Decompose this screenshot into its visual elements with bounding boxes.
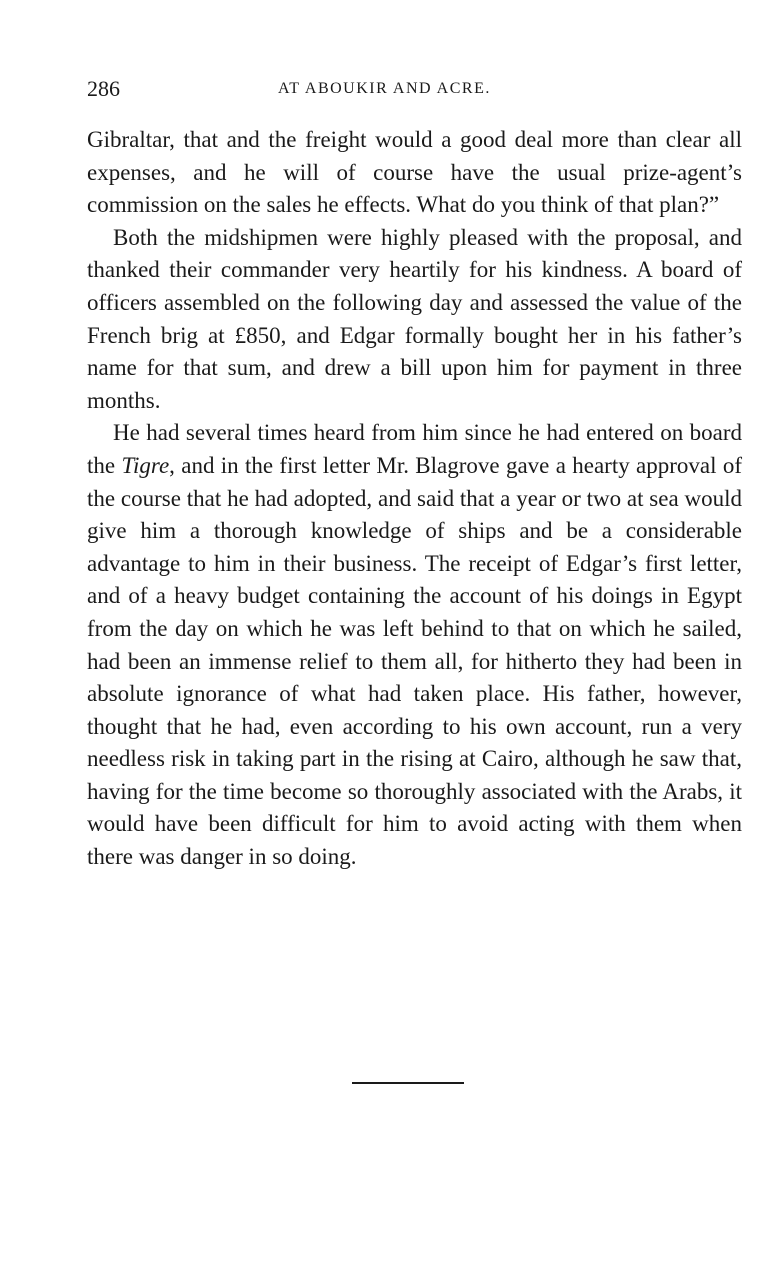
ship-name: Tigre [121,452,170,478]
paragraph-text: Gibraltar, that and the freight would a good deal more than clear all expenses, and he will of course have the usual prize-agent’s commission on the sales he effects. What do you think of that plan?” [87,127,742,218]
page-number: 286 [87,76,120,101]
paragraph-letters [87,417,742,873]
paragraph-text: , and in the first letter Mr. Blagrove gave a hearty approval of the course that he had adopted, and said that a year or two at sea would give him a thorough knowledge of ships and be a considerable advantage to him in their business. The receipt of Edgar’s first letter, and of a heavy budget containing the account of his doings in Egypt from the day on which he was left behind to that on which he sailed, had been an immense relief to them all, for hitherto they had been in absolute ignorance of what had taken place. His father, however, thought that he had, even according to his own account, run a very needless risk in taking part in the rising at Cairo, although he saw that, having for the time become so thoroughly associated with the Arabs, it would have been difficult for him to avoid acting with them when there was danger in so doing. [87,452,742,870]
section-end-rule [352,1082,464,1084]
paragraph-continuation [87,124,742,222]
running-title: AT ABOUKIR AND ACRE. [278,80,491,97]
paragraph-proposal [87,222,742,418]
running-head [87,72,742,106]
book-page [87,72,742,874]
paragraph-text: Both the midshipmen were highly pleased with the proposal, and thanked their commander very heartily for his kindness. A board of officers assembled on the following day and assessed the value of the French brig at £850, and Edgar formally bought her in his father’s name for that sum, and drew a bill upon him for payment in three months. [87,224,742,413]
body-text [87,124,742,874]
paragraph-text: He had several times heard from him since he had entered on board the [87,420,742,478]
